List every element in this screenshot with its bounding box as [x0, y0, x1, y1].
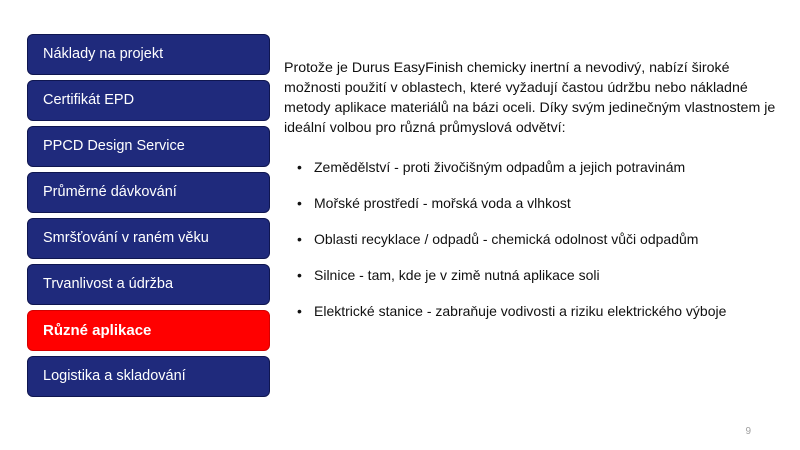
nav-item-label: Různé aplikace	[43, 321, 152, 339]
list-item	[284, 230, 784, 248]
list-item	[284, 302, 784, 320]
list-item-text: Zemědělství - proti živočišným odpadům a jejich potravinám	[314, 159, 686, 175]
bullet-icon: •	[297, 303, 302, 319]
main-content	[284, 58, 784, 338]
bullet-icon: •	[297, 267, 302, 283]
list-item	[284, 158, 784, 176]
nav-item-trvanlivost[interactable]	[27, 264, 270, 305]
nav-item-label: Náklady na projekt	[43, 46, 164, 63]
list-item	[284, 266, 784, 284]
list-item-text: Oblasti recyklace / odpadů - chemická odolnost vůči odpadům	[314, 231, 699, 247]
intro-paragraph: Protože je Durus EasyFinish chemicky inertní a nevodivý, nabízí široké možnosti použití v oblastech, které vyžadují častou údržbu nebo nákladné metody aplikace materiálů na bázi oceli. Díky svým jedinečným vlastnostem je ideální volbou pro různá průmyslová odvětví:	[284, 60, 776, 136]
nav-item-label: Smršťování v raném věku	[43, 230, 209, 247]
bullet-icon: •	[297, 231, 302, 247]
sidebar-nav	[27, 34, 270, 397]
nav-item-label: Certifikát EPD	[43, 92, 135, 109]
application-list	[284, 158, 784, 320]
nav-item-label: Logistika a skladování	[43, 368, 186, 385]
nav-item-ruzne-aplikace[interactable]	[27, 310, 270, 351]
nav-item-davkovani[interactable]	[27, 172, 270, 213]
list-item-text: Silnice - tam, kde je v zimě nutná aplikace soli	[314, 267, 600, 283]
nav-item-ppcd[interactable]	[27, 126, 270, 167]
nav-item-logistika[interactable]	[27, 356, 270, 397]
bullet-icon: •	[297, 195, 302, 211]
nav-item-label: PPCD Design Service	[43, 138, 185, 155]
nav-item-naklady[interactable]	[27, 34, 270, 75]
nav-item-certifikat[interactable]	[27, 80, 270, 121]
nav-item-smrstovani[interactable]	[27, 218, 270, 259]
bullet-icon: •	[297, 159, 302, 175]
list-item	[284, 194, 784, 212]
nav-item-label: Průměrné dávkování	[43, 184, 177, 201]
list-item-text: Elektrické stanice - zabraňuje vodivosti a riziku elektrického výboje	[314, 303, 727, 319]
nav-item-label: Trvanlivost a údržba	[43, 276, 174, 293]
page-number: 9	[745, 426, 751, 437]
list-item-text: Mořské prostředí - mořská voda a vlhkost	[314, 195, 571, 211]
